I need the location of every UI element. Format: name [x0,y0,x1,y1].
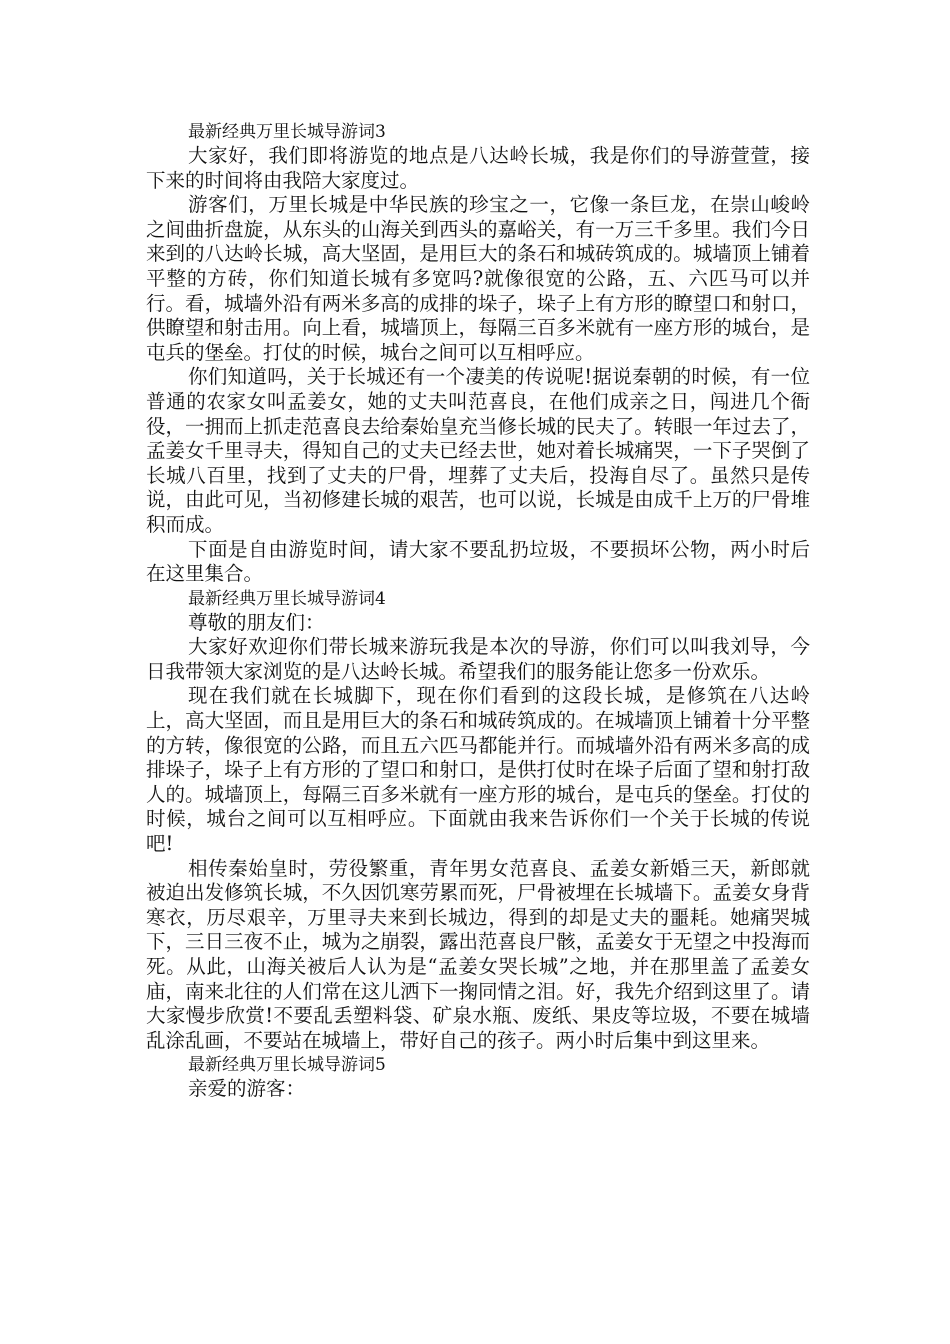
section-title: 最新经典万里长城导游词3 [188,122,386,142]
paragraph: 下面是自由游览时间，请大家不要乱扔垃圾，不要损坏公物，两小时后在这里集合。 [146,537,810,586]
paragraph: 游客们，万里长城是中华民族的珍宝之一，它像一条巨龙，在崇山峻岭之间曲折盘旋，从东头的山海关到西头的嘉峪关，有一万三千多里。我们今日来到的八达岭长城，高大坚固，是用巨大的条石和城砖筑成的。城墙顶上铺着平整的方砖，你们知道长城有多宽吗?就像很宽的公路，五、六匹马可以并行。看，城墙外沿有两米多高的成排的垛子，垛子上有方形的瞭望口和射口，供瞭望和射击用。向上看，城墙顶上，每隔三百多米就有一座方形的城台，是屯兵的堡垒。打仗的时候，城台之间可以互相呼应。 [146,193,810,364]
paragraph: 相传秦始皇时，劳役繁重，青年男女范喜良、孟姜女新婚三天，新郎就被迫出发修筑长城，不久因饥寒劳累而死，尸骨被埋在长城墙下。孟姜女身背寒衣，历尽艰辛，万里寻夫来到长城边，得到的却是丈夫的噩耗。她痛哭城下，三日三夜不止，城为之崩裂，露出范喜良尸骸，孟姜女于无望之中投海而死。从此，山海关被后人认为是“孟姜女哭长城”之地，并在那里盖了孟姜女庙，南来北往的人们常在这儿洒下一掬同情之泪。好，我先介绍到这里了。请大家慢步欣赏!不要乱丢塑料袋、矿泉水瓶、废纸、果皮等垃圾，不要在城墙乱涂乱画，不要站在城墙上，带好自己的孩子。两小时后集中到这里来。 [146,856,810,1052]
paragraph: 现在我们就在长城脚下，现在你们看到的这段长城，是修筑在八达岭上，高大坚固，而且是用巨大的条石和城砖筑成的。在城墙顶上铺着十分平整的方转，像很宽的公路，而且五六匹马都能并行。而城墙外沿有两米多高的成排垛子，垛子上有方形的了望口和射口，是供打仗时在垛子后面了望和射打敌人的。城墙顶上，每隔三百多米就有一座方形的城台，是屯兵的堡垒。打仗的时候，城台之间可以互相呼应。下面就由我来告诉你们一个关于长城的传说吧! [146,684,810,856]
paragraph: 尊敬的朋友们： [188,610,325,634]
paragraph: 大家好，我们即将游览的地点是八达岭长城，我是你们的导游萱萱，接下来的时间将由我陪大家度过。 [146,144,810,192]
section-title: 最新经典万里长城导游词5 [188,1055,386,1076]
paragraph: 亲爱的游客： [188,1077,306,1101]
document-page [146,120,810,1102]
section-title: 最新经典万里长城导游词4 [188,588,386,609]
paragraph: 大家好欢迎你们带长城来游玩我是本次的导游，你们可以叫我刘导，今日我带领大家浏览的是八达岭长城。希望我们的服务能让您多一份欢乐。 [146,635,810,683]
paragraph: 你们知道吗，关于长城还有一个凄美的传说呢!据说秦朝的时候，有一位普通的农家女叫孟姜女，她的丈夫叫范喜良，在他们成亲之日，闯进几个衙役，一拥而上抓走范喜良去给秦始皇充当修长城的民夫了。转眼一年过去了，孟姜女千里寻夫，得知自己的丈夫已经去世，她对着长城痛哭，一下子哭倒了长城八百里，找到了丈夫的尸骨，埋葬了丈夫后，投海自尽了。虽然只是传说，由此可见，当初修建长城的艰苦，也可以说，长城是由成千上万的尸骨堆积而成。 [146,365,810,536]
